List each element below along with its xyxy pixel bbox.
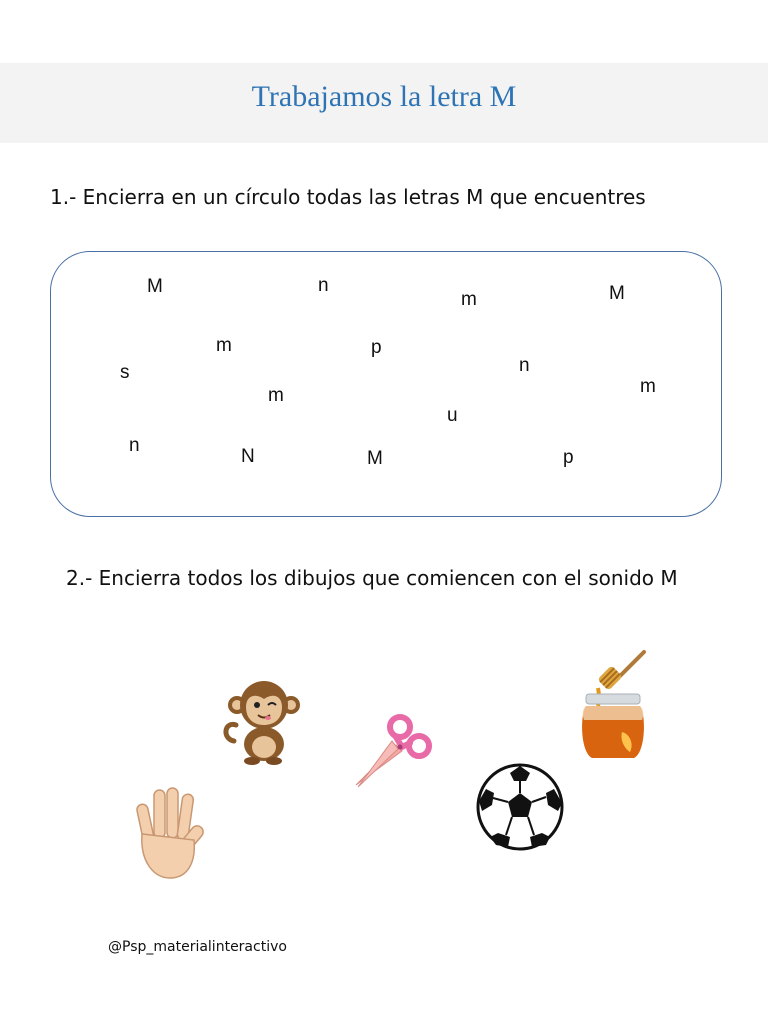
letter-item[interactable]: n (519, 355, 530, 376)
page-title: Trabajamos la letra M (251, 80, 517, 113)
author-credit: @Psp_materialinteractivo (108, 939, 287, 955)
scissors-icon[interactable] (352, 711, 434, 791)
letter-item[interactable]: M (367, 448, 383, 469)
letter-item[interactable]: m (461, 289, 477, 310)
letter-item[interactable]: m (640, 376, 656, 397)
letter-box (50, 251, 722, 517)
honey-jar-icon[interactable] (578, 648, 650, 764)
letter-item[interactable]: M (609, 283, 625, 304)
monkey-icon[interactable] (222, 681, 302, 765)
letter-item[interactable]: m (216, 335, 232, 356)
letter-item[interactable]: N (241, 446, 255, 467)
exercise-1-instruction: 1.- Encierra en un círculo todas las letras M que encuentres (50, 185, 646, 209)
letter-item[interactable]: p (563, 447, 574, 468)
letter-item[interactable]: p (371, 337, 382, 358)
letter-item[interactable]: u (447, 405, 458, 426)
letter-item[interactable]: s (120, 362, 130, 383)
letter-item[interactable]: m (268, 385, 284, 406)
exercise-2-instruction: 2.- Encierra todos los dibujos que comiencen con el sonido M (66, 566, 678, 590)
letter-item[interactable]: M (147, 276, 163, 297)
soccer-ball-icon[interactable] (476, 763, 564, 851)
hand-icon[interactable] (132, 786, 206, 880)
letter-item[interactable]: n (318, 275, 329, 296)
letter-item[interactable]: n (129, 435, 140, 456)
